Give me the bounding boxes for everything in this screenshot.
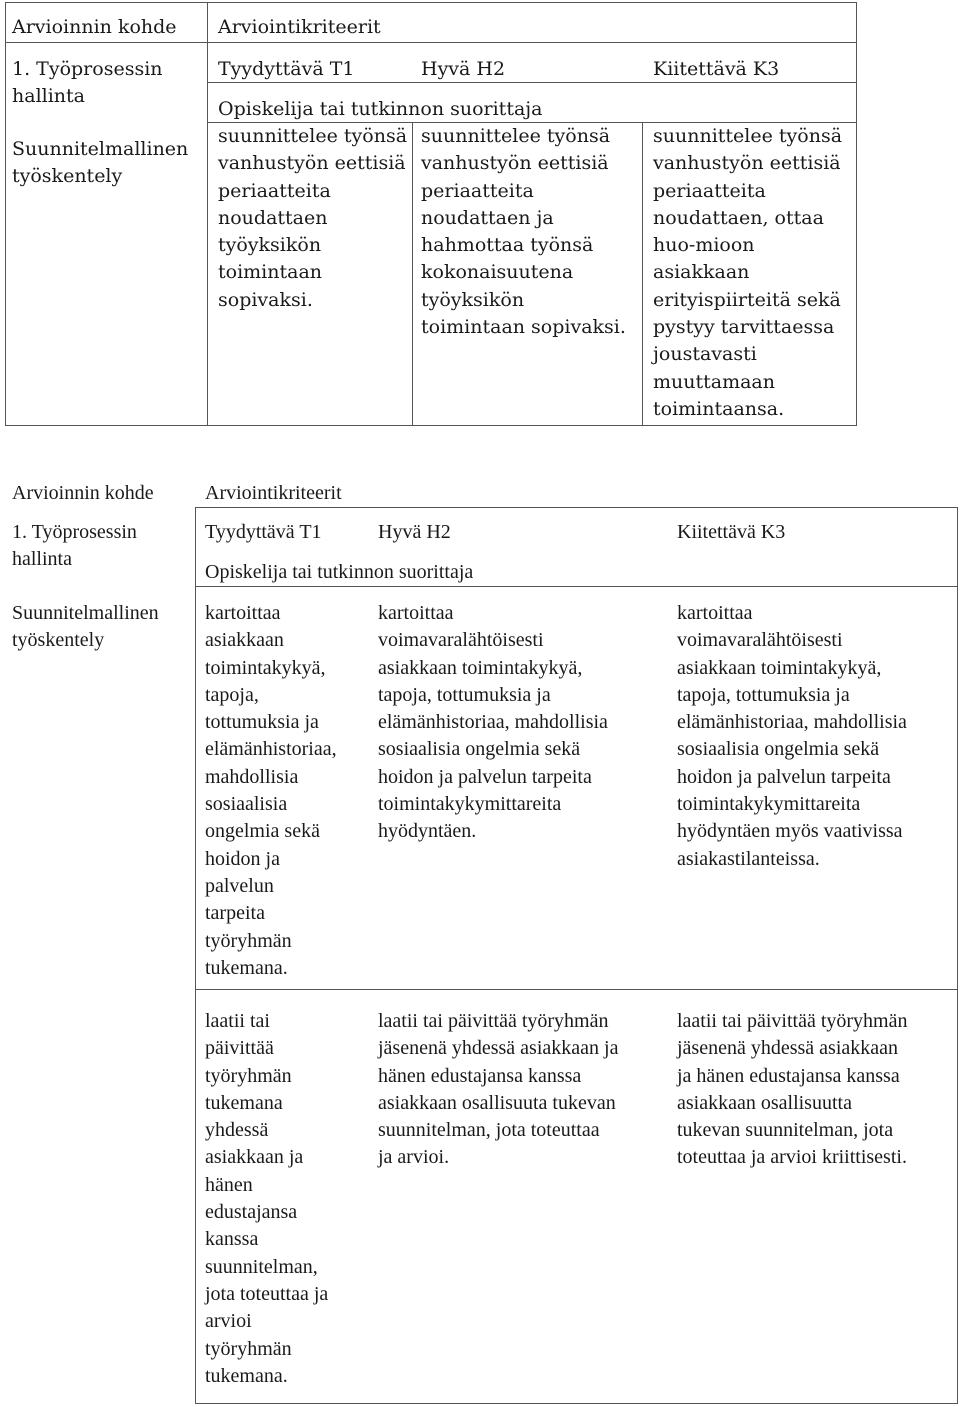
grade-t1: Tyydyttävä T1 — [218, 58, 355, 80]
subject-line: Opiskelija tai tutkinnon suorittaja — [218, 98, 543, 120]
grade-h2: Hyvä H2 — [421, 58, 506, 80]
criteria-row1-k3: kartoittaa voimavaralähtöisesti asiakkaan toimintakykyä, tapoja, tottumuksia ja elämänhistoriaa, mahdollisia sosiaalisia ongelmia sekä hoidon ja palvelun tarpeita toimintakykymittareita hyödyntäen myös vaativissa asiakastilanteissa. — [677, 602, 907, 870]
section-title: 1. Työprosessin hallinta — [12, 521, 137, 571]
criteria-row2-k3: laatii tai päivittää työryhmän jäsenenä yhdessä asiakkaan ja hänen edustajansa kanssa asiakkaan osallisuutta tukevan suunnitelman, jota toteuttaa ja arvioi kriittisesti. — [677, 1010, 908, 1169]
grade-k3: Kiitettävä K3 — [677, 521, 786, 543]
header-assessment-target: Arvioinnin kohde — [12, 482, 154, 504]
section-title: 1. Työprosessin hallinta — [12, 58, 163, 108]
header-assessment-criteria: Arviointikriteerit — [205, 482, 342, 504]
row-label: Suunnitelmallinen työskentely — [12, 602, 159, 652]
subject-line: Opiskelija tai tutkinnon suorittaja — [205, 561, 474, 583]
grade-h2: Hyvä H2 — [378, 521, 451, 543]
grade-k3: Kiitettävä K3 — [653, 58, 780, 80]
header-assessment-target: Arvioinnin kohde — [12, 16, 177, 38]
criteria-row2-t1: laatii tai päivittää työryhmän tukemana yhdessä asiakkaan ja hänen edustajansa kanssa suunnitelman, jota toteuttaa ja arvioi työryhmän tukemana. — [205, 1010, 329, 1387]
criteria-h2: suunnittelee työnsä vanhustyön eettisiä periaatteita noudattaen ja hahmottaa työnsä kokonaisuutena työyksikön toimintaan sopivaksi. — [421, 125, 626, 339]
row-label: Suunnitelmallinen työskentely — [12, 138, 189, 188]
header-assessment-criteria: Arviointikriteerit — [218, 16, 381, 38]
grade-t1: Tyydyttävä T1 — [205, 521, 322, 543]
criteria-k3: suunnittelee työnsä vanhustyön eettisiä periaatteita noudattaen, ottaa huo-mioon asiakkaan erityispiirteitä sekä pystyy tarvittaessa joustavasti muuttamaan toimintaansa. — [653, 125, 843, 420]
criteria-row2-h2: laatii tai päivittää työryhmän jäsenenä yhdessä asiakkaan ja hänen edustajansa kanssa asiakkaan osallisuuta tukevan suunnitelman, jota toteuttaa ja arvioi. — [378, 1010, 619, 1169]
criteria-row1-t1: kartoittaa asiakkaan toimintakykyä, tapoja, tottumuksia ja elämänhistoriaa, mahdollisia sosiaalisia ongelmia sekä hoidon ja palvelun tarpeita työryhmän tukemana. — [205, 602, 337, 979]
criteria-row1-h2: kartoittaa voimavaralähtöisesti asiakkaan toimintakykyä, tapoja, tottumuksia ja elämänhistoriaa, mahdollisia sosiaalisia ongelmia sekä hoidon ja palvelun tarpeita toimintakykymittareita hyödyntäen. — [378, 602, 608, 843]
criteria-t1: suunnittelee työnsä vanhustyön eettisiä periaatteita noudattaen työyksikön toimintaan sopivaksi. — [218, 125, 408, 311]
